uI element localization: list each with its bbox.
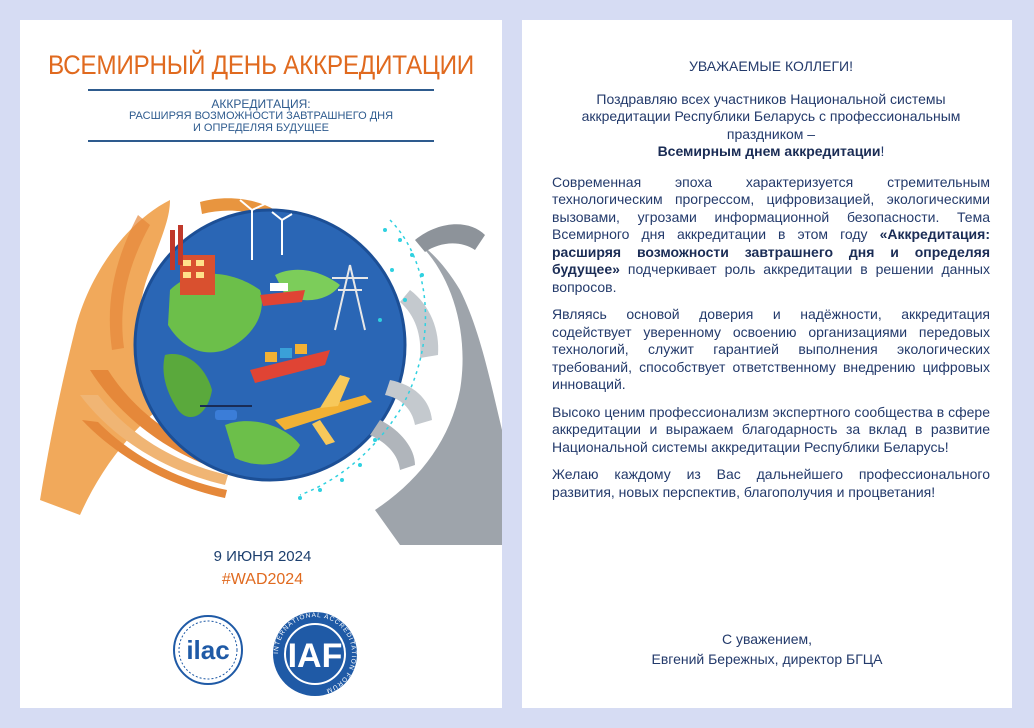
poster-hashtag: #WAD2024 xyxy=(221,571,304,588)
svg-text:IAF: IAF xyxy=(287,637,343,675)
p1-text-a: Современная эпоха характеризуется стремительным технологическим прогрессом, цифровизацией, экологическими вызовами, угрозами информационной безопасности. Тема Всемирного дня аккредитации в этом году xyxy=(552,173,990,242)
signature-line1: С уважением, xyxy=(721,631,813,647)
poster-bottom-rule xyxy=(88,140,434,142)
poster-subtitle xyxy=(80,98,442,134)
letter-panel xyxy=(522,20,1012,708)
intro-text: Поздравляю всех участников Национальной системы аккредитации Республики Беларусь с профессиональным праздником – xyxy=(581,90,961,142)
intro-end: ! xyxy=(880,143,885,159)
p1-text-b: подчеркивает роль аккредитации в решении данных вопросов. xyxy=(552,261,990,295)
robot-hand-icon xyxy=(370,224,502,545)
ilac-logo-icon xyxy=(174,616,242,684)
globe-hands-illustration xyxy=(20,180,502,545)
letter-paragraph-4: Желаю каждому из Вас дальнейшего профессионального развития, новых перспектив, благополучия и процветания! xyxy=(552,466,990,500)
poster-title: ВСЕМИРНЫЙ ДЕНЬ АККРЕДИТАЦИИ xyxy=(48,50,474,80)
svg-text:INTERNATIONAL ACCREDITATION FO: INTERNATIONAL ACCREDITATION FORUM xyxy=(272,612,358,695)
poster-top-rule xyxy=(88,89,434,91)
letter-intro xyxy=(552,91,990,161)
poster-subtitle-line2: РАСШИРЯЯ ВОЗМОЖНОСТИ ЗАВТРАШНЕГО ДНЯ xyxy=(128,110,394,122)
letter-paragraph-3: Высоко ценим профессионализм экспертного сообщества в сфере аккредитации и выражаем благодарность за вклад в развитие Национальной системы аккредитации Республики Беларусь! xyxy=(552,403,990,455)
letter-paragraph-1 xyxy=(552,174,990,297)
p1-theme-bold: «Аккредитация: расширяя возможности завтрашнего дня и определяя будущее» xyxy=(552,226,990,277)
poster-subtitle-line1: АККРЕДИТАЦИЯ: xyxy=(211,97,311,111)
signature-line2: Евгений Бережных, директор БГЦА xyxy=(651,651,883,667)
partner-logos xyxy=(170,612,380,702)
letter-signature xyxy=(522,629,1012,669)
intro-bold: Всемирным днем аккредитации xyxy=(657,143,881,159)
letter-greeting: УВАЖАЕМЫЕ КОЛЛЕГИ! xyxy=(689,58,853,74)
svg-text:ilac: ilac xyxy=(186,635,230,665)
poster-panel xyxy=(20,20,502,708)
letter-paragraph-2: Являясь основой доверия и надёжности, аккредитация содействует уверенному освоению организациями передовых технологий, служит гарантией выполнения экологических требований, способствует ответственному внедрению цифровых инноваций. xyxy=(552,306,990,392)
letter-body xyxy=(552,58,990,511)
poster-subtitle-line3: И ОПРЕДЕЛЯЯ БУДУЩЕЕ xyxy=(192,122,330,134)
iaf-logo-icon xyxy=(273,612,357,696)
poster-date: 9 ИЮНЯ 2024 xyxy=(213,548,312,565)
